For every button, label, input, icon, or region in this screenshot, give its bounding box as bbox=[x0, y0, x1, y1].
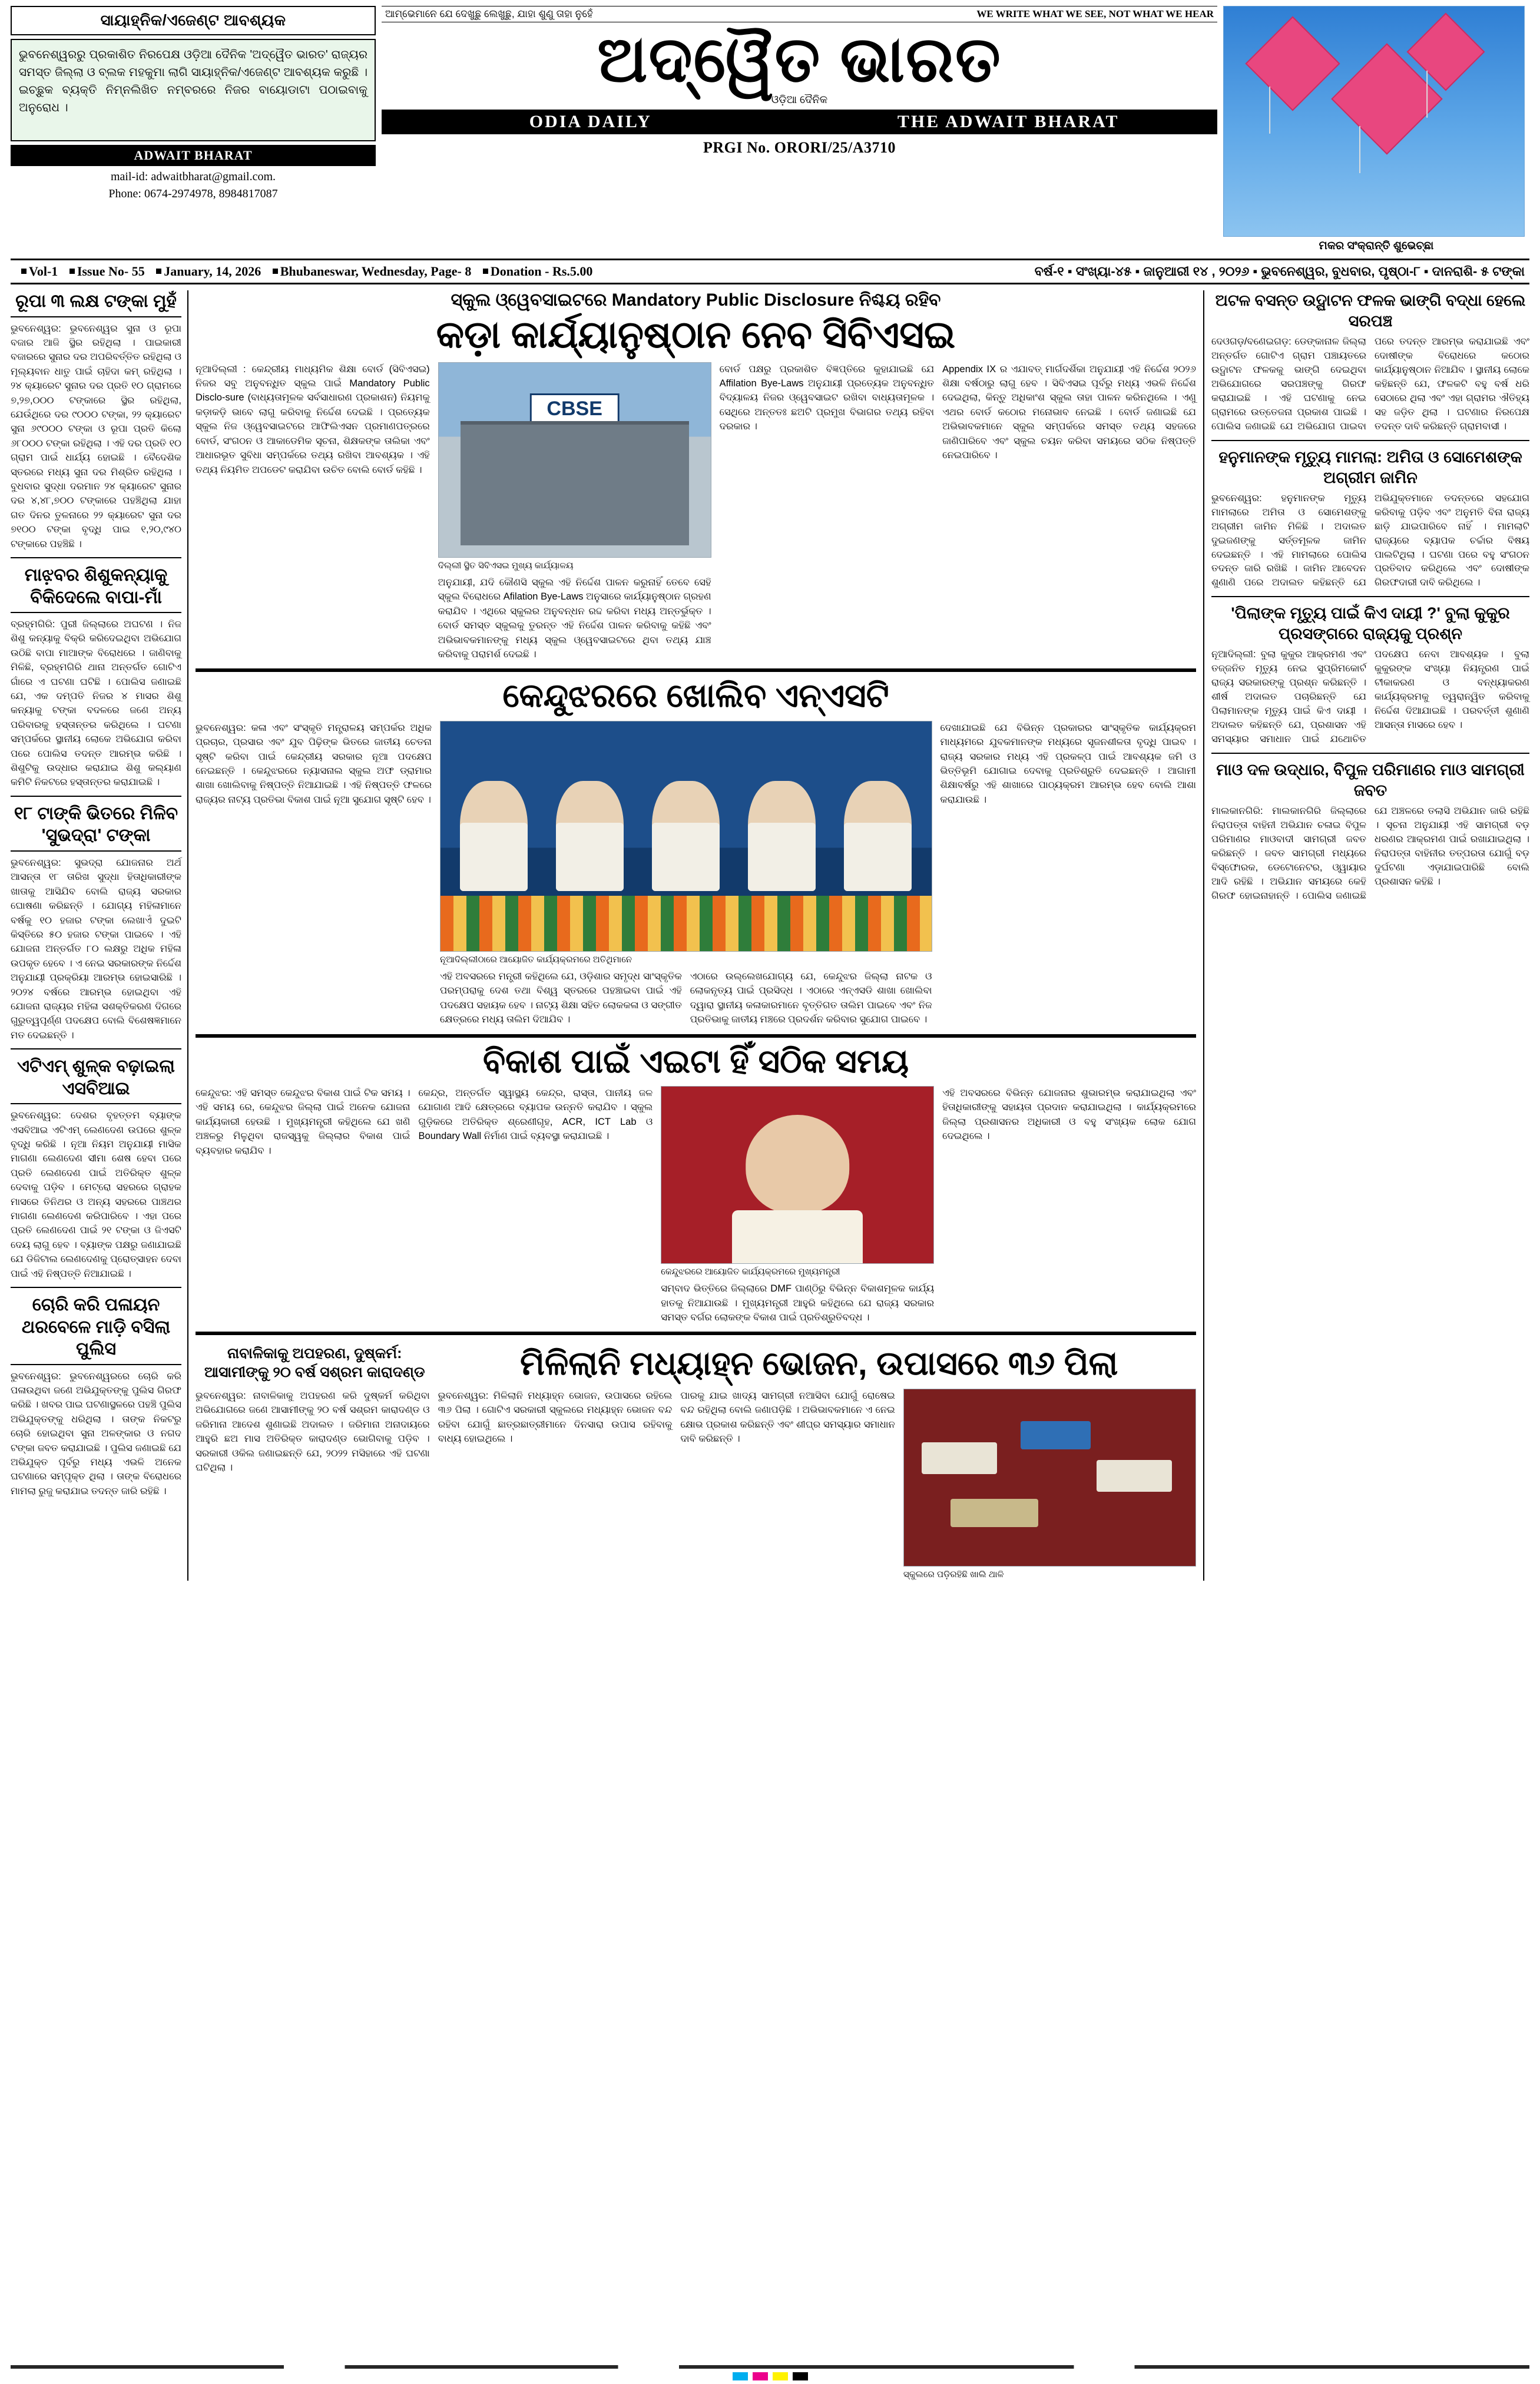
motto-odia: ଆମ୍ଭେମାନେ ଯେ ଦେଖୁଛୁ ଲେଖୁଛୁ, ଯାହା ଶୁଣୁ ତାହା ନୁହେଁ bbox=[385, 8, 593, 19]
black-mark bbox=[793, 2372, 808, 2380]
masthead-center bbox=[376, 6, 1223, 253]
story-body: ଭୁବନେଶ୍ୱର: ଦେଶର ବୃହତ୍ତମ ବ୍ୟାଙ୍କ ଏସବିଆଇ ଏଟିଏମ୍ ଲେଣଦେଣ ଉପରେ ଶୁଳ୍କ ବୃଦ୍ଧି କରିଛି । ନୂଆ ନିୟମ ଅନୁଯାୟୀ ମାସିକ ମାଗଣା ଲେଣଦେଣ ସୀମା ଶେଷ ହେବା ପରେ ପ୍ରତି ଲେଣଦେଣ ପାଇଁ ଅତିରିକ୍ତ ଶୁଳ୍କ ଦେବାକୁ ପଡ଼ିବ । ମେଟ୍ରୋ ସହରରେ ଗ୍ରାହକ ମାସରେ ତିନିଥର ଓ ଅନ୍ୟ ସହରରେ ପାଞ୍ଚଥର ମାଗଣା ଲେଣଦେଣ କରିପାରିବେ । ଏହା ପରେ ପ୍ରତି ଲେଣଦେଣ ପାଇଁ ୨୧ ଟଙ୍କା ଓ ଜିଏସଟି ଦେୟ ଲାଗୁ ହେବ । ବ୍ୟାଙ୍କ ପକ୍ଷରୁ ଜଣାଯାଇଛି ଯେ ଡିଜିଟାଲ ଲେଣଦେଣକୁ ପ୍ରୋତ୍ସାହନ ଦେବା ପାଇଁ ଏହି ନିଷ୍ପତ୍ତି ନିଆଯାଇଛି । bbox=[11, 1110, 181, 1279]
right-story-1 bbox=[1211, 290, 1529, 434]
masthead bbox=[11, 0, 1529, 253]
nsd-photo-caption: ନୂଆଦିଲ୍ଲୀଠାରେ ଆୟୋଜିତ କାର୍ଯ୍ୟକ୍ରମରେ ଅତିଥିମାନେ bbox=[440, 954, 632, 965]
dev-col-2: କେନ୍ଦ୍ର, ଅନ୍ତର୍ଗତ ସ୍ୱାସ୍ଥ୍ୟ କେନ୍ଦ୍ର, ରାସ୍ତା, ପାନୀୟ ଜଳ ଯୋଗାଣ ଆଦି କ୍ଷେତ୍ରରେ ବ୍ୟାପକ ଉନ୍ନତି କରାଯିବ । ସ୍କୁଲ ଗୁଡ଼ିକରେ ଅତିରିକ୍ତ ଶ୍ରେଣୀଗୃହ, ACR, ICT Lab ଓ Boundary Wall ନିର୍ମାଣ ପାଇଁ ବ୍ୟବସ୍ଥା କରାଯାଇଛି । bbox=[418, 1088, 653, 1142]
midday-headline: ମିଳିଲାନି ମଧ୍ୟାହ୍ନ ଭୋଜନ, ଉପାସରେ ୩୬ ପିଲା bbox=[520, 1345, 1118, 1382]
motto-english: WE WRITE WHAT WE SEE, NOT WHAT WE HEAR bbox=[976, 8, 1214, 19]
left-story-4 bbox=[11, 1055, 181, 1281]
story-headline: 'ପିଲାଙ୍କ ମୃତ୍ୟୁ ପାଇଁ କିଏ ଦାୟୀ ?' ବୁଲା କୁକୁର ପ୍ରସଙ୍ଗରେ ରାଜ୍ୟକୁ ପ୍ରଶ୍ନ bbox=[1231, 604, 1510, 643]
nsd-photo-wrap bbox=[440, 721, 932, 1027]
story-headline: ୧୮ ଟାଙ୍କି ଭିତରେ ମିଳିବ 'ସୁଭଦ୍ରା' ଟଙ୍କା bbox=[11, 803, 181, 852]
story-body: ଭୁବନେଶ୍ୱର: ସୁଭଦ୍ରା ଯୋଜନାର ଅର୍ଥ ଆସନ୍ତା ୧୮ ତାରିଖ ସୁଦ୍ଧା ହିତାଧିକାରୀଙ୍କ ଖାତାକୁ ଆସିଯିବ ବୋଲି ରାଜ୍ୟ ସରକାର ଘୋଷଣା କରିଛନ୍ତି । ଯୋଗ୍ୟ ମହିଳାମାନେ ବର୍ଷକୁ ୧୦ ହଜାର ଟଙ୍କା ଲେଖାଏଁ ଦୁଇଟି କିସ୍ତିରେ ୫୦ ହଜାର ଟଙ୍କା ପାଇବେ । ଏହି ଯୋଜନା ଅନ୍ତର୍ଗତ ୮୦ ଲକ୍ଷରୁ ଅଧିକ ମହିଳା ଉପକୃତ ହେବେ । ଏ ନେଇ ସରକାରଙ୍କ ନିର୍ଦ୍ଦେଶ ଅନୁଯାୟୀ ପ୍ରକ୍ରିୟା ଆରମ୍ଭ ହୋଇସାରିଛି । ୨୦୨୪ ବର୍ଷରେ ଆରମ୍ଭ ହୋଇଥିବା ଏହି ଯୋଜନା ରାଜ୍ୟର ମହିଳା ସଶକ୍ତିକରଣ ଦିଗରେ ଗୁରୁତ୍ୱପୂର୍ଣ୍ଣ ପଦକ୍ଷେପ ବୋଲି ବିଶେଷଜ୍ଞମାନେ ମତ ଦେଇଛନ୍ତି । bbox=[11, 857, 181, 1041]
paper-name-en: ADWAIT BHARAT bbox=[11, 145, 376, 166]
cmyk-marks bbox=[11, 2372, 1529, 2380]
story-body: ଭୁବନେଶ୍ୱର: ହନୁମାନଙ୍କ ମୃତ୍ୟୁ ମାମଲାରେ ଅମିତା ଓ ସୋମେଶଙ୍କୁ ଅଗ୍ରୀମ ଜାମିନ ମିଳିଛି । ଅଦାଲତ ଦୁଇଜଣଙ୍କୁ ସର୍ତ୍ତମୂଳକ ଜାମିନ ଦେଇଛନ୍ତି । ଏହି ମାମଲାରେ ପୋଲିସ ତଦନ୍ତ ଜାରି ରଖିଛି । ଜାମିନ ଆବେଦନ ଶୁଣାଣି ପରେ ଅଦାଲତ କହିଛନ୍ତି ଯେ ଅଭିଯୁକ୍ତମାନେ ତଦନ୍ତରେ ସହଯୋଗ କରିବାକୁ ପଡ଼ିବ ଏବଂ ଅନୁମତି ବିନା ରାଜ୍ୟ ଛାଡ଼ି ଯାଇପାରିବେ ନାହିଁ । ମାମଲାଟି ରାଜ୍ୟରେ ବ୍ୟାପକ ଚର୍ଚ୍ଚାର ବିଷୟ ପାଲଟିଥିଲା । ଘଟଣା ପରେ ବହୁ ସଂଗଠନ ପ୍ରତିବାଦ କରିଥିଲେ ଏବଂ ଦୋଷୀଙ୍କ ଗିରଫଦାରୀ ଦାବି କରିଥିଲେ । bbox=[1211, 492, 1529, 588]
lead-col-1: ନୂଆଦିଲ୍ଲୀ : କେନ୍ଦ୍ରୀୟ ମାଧ୍ୟମିକ ଶିକ୍ଷା ବୋର୍ଡ (ସିବିଏସଇ) ନିଜର ସବୁ ଅନୁବନ୍ଧିତ ସ୍କୁଲ ପାଇଁ Mandatory Public Disclo-sure (ବାଧ୍ୟତାମୂଳକ ସର୍ବସାଧାରଣ ପ୍ରକାଶନ) ନିୟମକୁ କଡ଼ାକଡ଼ି ଭାବେ ଲାଗୁ କରିବାକୁ ନିର୍ଦ୍ଦେଶ ଦେଇଛି । ପ୍ରତ୍ୟେକ ସ୍କୁଲ ନିଜ ଓ୍ୱେବସାଇଟରେ ଆଫିଲିଏସନ ପ୍ରମାଣପତ୍ରରେ ବୋର୍ଡ, ସଂଗଠନ ଓ ଆକାଡେମିକ ସୂଚନା, ଶିକ୍ଷକଙ୍କ ତାଲିକା ଏବଂ ଆଧାରଭୂତ ସୁବିଧା ସମ୍ପର୍କରେ ତଥ୍ୟ ରଖିବା ଆବଶ୍ୟକ । ଏହି ତଥ୍ୟ ନିୟମିତ ଅପଡେଟ କରାଯିବା ଉଚିତ ବୋଲି ବୋର୍ଡ କହିଛି । bbox=[196, 363, 430, 475]
midday-photo-wrap bbox=[903, 1389, 1196, 1581]
kite-icon bbox=[1245, 16, 1340, 111]
right-story-3 bbox=[1211, 603, 1529, 747]
issue-info-left bbox=[15, 264, 595, 279]
right-story-2 bbox=[1211, 447, 1529, 591]
band-right: THE ADWAIT BHARAT bbox=[897, 112, 1120, 132]
issue-info-bar bbox=[11, 259, 1529, 284]
midday-col-1: ଭୁବନେଶ୍ୱର: ମିଳିଲାନି ମଧ୍ୟାହ୍ନ ଭୋଜନ, ଉପାସରେ ରହିଲେ ୩୬ ପିଲା । ଗୋଟିଏ ସରକାରୀ ସ୍କୁଲରେ ମଧ୍ୟାହ୍ନ ଭୋଜନ ବନ୍ଦ ରହିବା ଯୋଗୁଁ ଛାତ୍ରଛାତ୍ରୀମାନେ ଦିନସାରା ଉପାସ ରହିବାକୁ ବାଧ୍ୟ ହୋଇଥିଲେ । bbox=[438, 1390, 673, 1445]
nsd-story bbox=[196, 677, 1196, 1027]
chief-minister-photo bbox=[661, 1086, 934, 1264]
story-headline: ଚୋରି କରି ପଳାୟନ ଥରବେଳେ ମାଡି଼ ବସିଲା ପୁଲିସ bbox=[11, 1294, 181, 1365]
left-story-5 bbox=[11, 1294, 181, 1498]
development-story bbox=[196, 1042, 1196, 1325]
agent-wanted-box: ସାୟାହ୍ନିକ/ଏଜେଣ୍ଟ ଆବଶ୍ୟକ bbox=[11, 6, 376, 35]
lead-col-3: ବୋର୍ଡ ପକ୍ଷରୁ ପ୍ରକାଶିତ ବିଜ୍ଞପ୍ତିରେ କୁହାଯାଇଛି ଯେ Affilation Bye-Laws ଅନୁଯାୟୀ ପ୍ରତ୍ୟେକ ଅନୁବନ୍ଧିତ ବିଦ୍ୟାଳୟ ନିଜର ଓ୍ୱେବସାଇଟ ରଖିବା ବାଧ୍ୟତାମୂଳକ । ସେଥିରେ ଅନ୍ତତଃ ଛଅଟି ପ୍ରମୁଖ ବିଭାଗର ତଥ୍ୟ ରହିବା ଦରକାର । bbox=[719, 363, 935, 432]
story-headline: ମାଓ ଦଳ ଉଦ୍ଧାର, ବିପୁଳ ପରିମାଣର ମାଓ ସାମଗ୍ରୀ ଜବତ bbox=[1216, 760, 1525, 800]
content-grid bbox=[11, 290, 1529, 1581]
story-body: ମାଲକାନଗିରି: ମାଲକାନଗିରି ଜିଲ୍ଲାରେ ନିରାପତ୍ତା ବାହିନୀ ଅଭିଯାନ ଚଳାଇ ବିପୁଳ ପରିମାଣର ମାଓବାଦୀ ସାମଗ୍ରୀ ଜବତ କରିଛନ୍ତି । ଜବତ ସାମଗ୍ରୀ ମଧ୍ୟରେ ବିସ୍ଫୋରକ, ଡେଟୋନେଟର, ଓ୍ୱାୟାର ଆଦି ରହିଛି । ଅଭିଯାନ ସମୟରେ କେହି ଗିରଫ ହୋଇନାହାନ୍ତି । ପୋଲିସ ଜଣାଇଛି ଯେ ଅଞ୍ଚଳରେ ତଲାସି ଅଭିଯାନ ଜାରି ରହିଛି । ସୂଚନା ଅନୁଯାୟୀ ଏହି ସାମଗ୍ରୀ ବଡ଼ ଧରଣର ଆକ୍ରମଣ ପାଇଁ ରଖାଯାଇଥିଲା । ନିରାପତ୍ତା ବାହିନୀର ତତ୍ପରତା ଯୋଗୁଁ ବଡ଼ ଦୁର୍ଘଟଣା ଏଡ଼ାଯାଇପାରିଛି ବୋଲି ପ୍ରଶାସନ କହିଛି । bbox=[1211, 806, 1529, 901]
abduction-body: ଭୁବନେଶ୍ୱର: ନାବାଳିକାକୁ ଅପହରଣ କରି ଦୁଷ୍କର୍ମ କରିଥିବା ଅଭିଯୋଗରେ ଜଣେ ଆସାମୀଙ୍କୁ ୨୦ ବର୍ଷ ସଶ୍ରମ କାରାଦଣ୍ଡ ଓ ଜରିମାନା ଆଦେଶ ଶୁଣାଇଛି ଅଦାଲତ । ଜରିମାନା ଅନାଦାୟରେ ଆହୁରି ଛଅ ମାସ ଅତିରିକ୍ତ କାରାଦଣ୍ଡ ଭୋଗିବାକୁ ପଡ଼ିବ । ସରକାରୀ ଓକିଲ ଜଣାଇଛନ୍ତି ଯେ, ୨୦୨୨ ମସିହାରେ ଏହି ଘଟଣା ଘଟିଥିଲା । bbox=[196, 1390, 430, 1473]
lead-col-2: ଅନୁଯାୟୀ, ଯଦି କୌଣସି ସ୍କୁଲ ଏହି ନିର୍ଦ୍ଦେଶ ପାଳନ କରୁନାହିଁ ତେବେ ସେହି ସ୍କୁଲ ବିରୋଧରେ Afilation Bye-Laws ଅନୁସାରେ କାର୍ଯ୍ୟାନୁଷ୍ଠାନ ଗ୍ରହଣ କରାଯିବ । ଏଥିରେ ସ୍କୁଲର ଅନୁବନ୍ଧନ ରଦ୍ଦ କରିବା ମଧ୍ୟ ଅନ୍ତର୍ଭୁକ୍ତ । ବୋର୍ଡ ସମସ୍ତ ସ୍କୁଲକୁ ତୁରନ୍ତ ଏହି ନିର୍ଦ୍ଦେଶ ପାଳନ କରିବାକୁ କହିଛି ଏବଂ ଅଭିଭାବକମାନଙ୍କୁ ମଧ୍ୟ ସ୍କୁଲ ଓ୍ୱେବସାଇଟରେ ଥିବା ତଥ୍ୟ ଯାଞ୍ଚ କରିବାକୁ ପରାମର୍ଶ ଦେଇଛି । bbox=[438, 577, 711, 660]
lead-photo-caption: ଦିଲ୍ଲୀ ସ୍ଥିତ ସିବିଏସଇ ମୁଖ୍ୟ କାର୍ଯ୍ୟାଳୟ bbox=[438, 560, 574, 571]
prgi-number: PRGI No. ORORI/25/A3710 bbox=[703, 139, 896, 157]
story-body: ବ୍ରହ୍ମଗିରି: ପୁରୀ ଜିଲ୍ଲାରେ ଅଘଟଣ । ନିଜ ଶିଶୁ କନ୍ୟାକୁ ବିକ୍ରି କରିଦେଇଥିବା ଅଭିଯୋଗ ଉଠିଛି ବାପା ମାଆଙ୍କ ବିରୋଧରେ । ଜାଣିବାକୁ ମିଳିଛି, ବ୍ରହ୍ମଗିରି ଥାନା ଅନ୍ତର୍ଗତ ଗୋଟିଏ ଗାଁରେ ଏ ଘଟଣା ଘଟିଛି । ପୋଲିସ ଜଣାଇଛି ଯେ, ଏକ ଦମ୍ପତି ନିଜର ୪ ମାସର ଶିଶୁ କନ୍ୟାକୁ ଟଙ୍କା ବଦଳରେ ଜଣେ ଅନ୍ୟ ପରିବାରକୁ ହସ୍ତାନ୍ତର କରିଥିଲେ । ଘଟଣା ସମ୍ପର୍କରେ ସ୍ଥାନୀୟ ଲୋକେ ଅଭିଯୋଗ କରିବା ପରେ ପୋଲିସ ତଦନ୍ତ ଆରମ୍ଭ କରିଛି । ଶିଶୁଟିକୁ ଉଦ୍ଧାର କରାଯାଇ ଶିଶୁ କଲ୍ୟାଣ କମିଟି ନିକଟରେ ହସ୍ତାନ୍ତର କରାଯାଇଛି । bbox=[11, 619, 181, 788]
story-headline: ଅଟଳ ବସନ୍ତ ଉଦ୍ଘାଟନ ଫଳକ ଭାଙ୍ଗି ବଦ୍ଧା ହେଲେ ସରପଞ୍ଚ bbox=[1215, 292, 1526, 330]
lead-headline: କଡ଼ା କାର୍ଯ୍ୟାନୁଷ୍ଠାନ ନେବ ସିବିଏସଇ bbox=[436, 313, 956, 356]
left-story-2 bbox=[11, 564, 181, 790]
lead-col-4: Appendix IX ର ଏଯାବତ୍ ମାର୍ଗଦର୍ଶିକା ଅନୁଯାୟୀ ଏହି ନିର୍ଦ୍ଦେଶ ୨୦୨୬ ଶିକ୍ଷା ବର୍ଷଠାରୁ ଲାଗୁ ହେବ । ସିବିଏସଇ ପୂର୍ବରୁ ମଧ୍ୟ ଏଭଳି ନିର୍ଦ୍ଦେଶ ଦେଇଥିଲା, କିନ୍ତୁ ଅଧିକାଂଶ ସ୍କୁଲ ତାହା ପାଳନ କରିନଥିଲେ । ଏଣୁ ଏଥର ବୋର୍ଡ କଠୋର ମନୋଭାବ ନେଇଛି । ବୋର୍ଡ ଜଣାଇଛି ଯେ ଅଭିଭାବକମାନେ ସ୍କୁଲ ସମ୍ପର୍କରେ ସମସ୍ତ ତଥ୍ୟ ସହଜରେ ଜାଣିପାରିବେ ଏବଂ ସ୍କୁଲ ଚୟନ କରିବା ସମୟରେ ସଠିକ ନିଷ୍ପତ୍ତି ନେଇପାରିବେ । bbox=[942, 363, 1196, 461]
empty-plates-photo bbox=[903, 1389, 1196, 1567]
lead-kicker: ସ୍କୁଲ ଓ୍ୱେବସାଇଟରେ Mandatory Public Disclosure ନିଶ୍ଚୟ ରହିବ bbox=[451, 290, 941, 310]
nsd-headline: କେନ୍ଦୁଝରରେ ଖୋଲିବ ଏନ୍ଏସଟି bbox=[502, 677, 889, 714]
stage-event-photo bbox=[440, 721, 932, 952]
contact-phone: Phone: 0674-2974978, 8984817087 bbox=[108, 187, 278, 200]
band-left: ODIA DAILY bbox=[529, 112, 652, 132]
nsd-col-1: ଭୁବନେଶ୍ୱର: କଳା ଏବଂ ସଂସ୍କୃତି ମନ୍ତ୍ରାଳୟ ସମ୍ପର୍କର ଅଧିକ ପ୍ରଚାର, ପ୍ରସାର ଏବଂ ଯୁବ ପିଢ଼ିଙ୍କ ଭିତରେ ଜାତୀୟ ଚେତନା ସୃଷ୍ଟି କରିବା ପାଇଁ କେନ୍ଦ୍ରୀୟ ସରକାର ନୂଆ ପଦକ୍ଷେପ ନେଇଛନ୍ତି । କେନ୍ଦୁଝରରେ ନ୍ୟାସନାଲ ସ୍କୁଲ ଅଫ ଡ୍ରାମାର ଶାଖା ଖୋଲିବାକୁ ନିଷ୍ପତ୍ତି ନିଆଯାଇଛି । ଏହି ନିଷ୍ପତ୍ତି ଫଳରେ ରାଜ୍ୟର ନାଟ୍ୟ ପ୍ରତିଭା ବିକାଶ ପାଇଁ ନୂଆ ସୁଯୋଗ ସୃଷ୍ଟି ହେବ । bbox=[196, 722, 432, 805]
right-column bbox=[1204, 290, 1529, 1581]
story-body: ଭୁବନେଶ୍ୱର: ଭୁବନେଶ୍ୱର ସୁନା ଓ ରୂପା ବଜାର ଆଜି ସ୍ଥିର ରହିଥିଲା । ପାଇକାରୀ ବଜାରରେ ସୁନାର ଦର ଅପରିବର୍ତ୍ତିତ ରହିଥିଲା ଓ ମୂଲ୍ୟବାନ ଧାତୁ ପାଇଁ ଚାହିଦା କମ୍ ରହିଥିଲା । ୨୪ କ୍ୟାରେଟ ସୁନାର ଦର ପ୍ରତି ୧୦ ଗ୍ରାମରେ ୭,୨୭,୦୦୦ ଟଙ୍କାରେ ସ୍ଥିର ରହିଥିଲା, ଯେଉଁଥିରେ ଦର ୯୦୦୦ ଟଙ୍କା, ୨୨ କ୍ୟାରେଟ ସୁନା ୬୯୦୦୦ ଟଙ୍କା ଓ ରୂପା ପ୍ରତି କିଲୋ ୬୮୦୦୦ ଟଙ୍କା ରହିଥିଲା । ଏହି ଦର ପ୍ରତି ୧୦ ଗ୍ରାମ ପାଇଁ ଧାର୍ଯ୍ୟ ହୋଇଛି । ବୈଦେଶିକ ସ୍ତରରେ ମଧ୍ୟ ସୁନା ଦର ମିଶ୍ରିତ ରହିଥିଲା । ବୁଧବାର ସୁଦ୍ଧା ଦରମାନ ୨୪ କ୍ୟାରେଟ ସୁନାର ଦର ୪,୪୮,୭୦୦ ଟଙ୍କାରେ ପହଞ୍ଚିଥିଲା ଯାହା ଗତ ଦିନର ତୁଳନାରେ ୨୨ କ୍ୟାରେଟ ସୁନା ଦର ୭୧୦୦ ଟଙ୍କା ବୃଦ୍ଧି ପାଇ ୧,୨୦,୯୪୦ ଟଙ୍କାରେ ପହଞ୍ଚିଛି । bbox=[11, 323, 181, 549]
left-story-3 bbox=[11, 803, 181, 1042]
issue-info-odia: ବର୍ଷ-୧ ▪ ସଂଖ୍ୟା-୪୫ ▪ ଜାନୁଆରୀ ୧୪ , ୨୦୨୬ ▪ ଭୁବନେଶ୍ୱର, ବୁଧବାର, ପୃଷ୍ଠା-୮ ▪ ଦାନରାଶି- ୫ ଟଙ୍କା bbox=[1034, 264, 1525, 279]
nsd-col-2: ଏହି ଅବସରରେ ମନ୍ତ୍ରୀ କହିଥିଲେ ଯେ, ଓଡ଼ିଶାର ସମୃଦ୍ଧ ସାଂସ୍କୃତିକ ପରମ୍ପରାକୁ ଦେଶ ତଥା ବିଶ୍ୱ ସ୍ତରରେ ପହଞ୍ଚାଇବା ପାଇଁ ଏହି ପଦକ୍ଷେପ ସହାୟକ ହେବ । ନାଟ୍ୟ ଶିକ୍ଷା ସହିତ ଲୋକକଳା ଓ ସଙ୍ଗୀତ କ୍ଷେତ୍ରରେ ମଧ୍ୟ ତାଲିମ ଦିଆଯିବ । bbox=[440, 971, 682, 1025]
story-headline: ହନୁମାନଙ୍କ ମୃତ୍ୟୁ ମାମଲା: ଅମିତା ଓ ସୋମେଶଙ୍କ ଅଗ୍ରୀମ ଜାମିନ bbox=[1218, 448, 1522, 486]
cbse-sign: CBSE bbox=[529, 393, 619, 425]
dev-col-3: ସମ୍ବାଦ ଭିତ୍ତିରେ ଜିଲ୍ଲାରେ DMF ପାଣ୍ଠିରୁ ବିଭିନ୍ନ ବିକାଶମୂଳକ କାର୍ଯ୍ୟ ହାତକୁ ନିଆଯାଉଛି । ମୁଖ୍ୟମନ୍ତ୍ରୀ ଆହୁରି କହିଥିଲେ ଯେ ରାଜ୍ୟ ସରକାର ସମସ୍ତ ବର୍ଗର ଲୋକଙ୍କ ବିକାଶ ପାଇଁ ପ୍ରତିଶ୍ରୁତିବଦ୍ଧ । bbox=[661, 1283, 935, 1323]
kite-photo bbox=[1223, 6, 1525, 237]
dev-col-1: କେନ୍ଦୁଝର: ଏହି ସମସ୍ତ କେନ୍ଦୁଝର ବିକାଶ ପାଇଁ ଟିକ ସମୟ । ଏହି ସମୟ ରେ, କେନ୍ଦୁଝର ଜିଲ୍ଲା ପାଇଁ ଅନେକ ଯୋଜନା କାର୍ଯ୍ୟକାରୀ ହେଉଛି । ମୁଖ୍ୟମନ୍ତ୍ରୀ କହିଥିଲେ ଯେ ଖଣି ଅଞ୍ଚଳରୁ ମିଳୁଥିବା ରାଜସ୍ୱକୁ ଜିଲ୍ଲାର ବିକାଶ ପାଇଁ ବ୍ୟବହାର କରାଯିବ । bbox=[196, 1088, 410, 1156]
lead-story bbox=[196, 290, 1196, 661]
yellow-mark bbox=[773, 2372, 788, 2380]
midday-meal-story bbox=[196, 1340, 1196, 1581]
nsd-col-4: ଦେଖାଯାଇଛି ଯେ ବିଭିନ୍ନ ପ୍ରକାରର ସାଂସ୍କୃତିକ କାର୍ଯ୍ୟକ୍ରମ ମାଧ୍ୟମରେ ଯୁବକମାନଙ୍କ ମଧ୍ୟରେ ସୃଜନଶୀଳତା ବୃଦ୍ଧି ପାଇବ । ରାଜ୍ୟ ସରକାର ମଧ୍ୟ ଏହି ପ୍ରକଳ୍ପ ପାଇଁ ଆବଶ୍ୟକ ଜମି ଓ ଭିତ୍ତିଭୂମି ଯୋଗାଇ ଦେବାକୁ ପ୍ରତିଶ୍ରୁତି ଦେଇଛନ୍ତି । ଆଗାମୀ ଶିକ୍ଷାବର୍ଷରୁ ଏହି ଶାଖାରେ ପାଠ୍ୟକ୍ରମ ଆରମ୍ଭ ହେବ ବୋଲି ଆଶା କରାଯାଉଛି । bbox=[940, 722, 1196, 805]
kite-photo-caption: ମକର ସଂକ୍ରାନ୍ତି ଶୁଭେଚ୍ଛା bbox=[1319, 240, 1434, 252]
midday-photo-caption: ସ୍କୁଲରେ ପଡ଼ିରହିଛି ଖାଲି ଥାଳି bbox=[903, 1569, 1004, 1580]
story-headline: ଏଟିଏମ୍ ଶୁଳ୍କ ବଢ଼ାଇଲା ଏସବିଆଇ bbox=[11, 1055, 181, 1104]
story-body: ନୂଆଦିଲ୍ଲୀ: ବୁଲା କୁକୁର ଆକ୍ରମଣ ଏବଂ ତଜ୍ଜନିତ ମୃତ୍ୟୁ ନେଇ ସୁପ୍ରିମକୋର୍ଟ ରାଜ୍ୟ ସରକାରଙ୍କୁ ପ୍ରଶ୍ନ କରିଛନ୍ତି । ଶୀର୍ଷ ଅଦାଲତ ପଚାରିଛନ୍ତି ଯେ ପିଲାମାନଙ୍କ ମୃତ୍ୟୁ ପାଇଁ କିଏ ଦାୟୀ । ଅଦାଲତ କହିଛନ୍ତି ଯେ, ପ୍ରଶାସନ ଏହି ସମସ୍ୟାର ସମାଧାନ ପାଇଁ ଯଥୋଚିତ ପଦକ୍ଷେପ ନେବା ଆବଶ୍ୟକ । ବୁଲା କୁକୁରଙ୍କ ସଂଖ୍ୟା ନିୟନ୍ତ୍ରଣ ପାଇଁ ଟୀକାକରଣ ଓ ବନ୍ଧ୍ୟାକରଣ କାର୍ଯ୍ୟକ୍ରମକୁ ତ୍ୱରାନ୍ୱିତ କରିବାକୁ ନିର୍ଦ୍ଦେଶ ଦିଆଯାଇଛି । ପରବର୍ତ୍ତୀ ଶୁଣାଣି ଆସନ୍ତା ମାସରେ ହେବ । bbox=[1211, 649, 1529, 744]
right-story-4 bbox=[1211, 760, 1529, 903]
issue-price: Donation - Rs.5.00 bbox=[490, 264, 593, 279]
story-headline: ମାଝ଼ବର ଶିଶୁକନ୍ୟାକୁ ବିକିଦେଲେ ବାପା-ମାଁ bbox=[11, 564, 181, 613]
left-story-1 bbox=[11, 290, 181, 551]
story-body: ଦେଓଗଡ଼/ବଣେଇଗଡ଼: ଡେଙ୍କାନାଳ ଜିଲ୍ଲା ଅନ୍ତର୍ଗତ ଗୋଟିଏ ଗ୍ରାମ ପଞ୍ଚାୟତରେ ଉଦ୍ଘାଟନ ଫଳକକୁ ଭାଙ୍ଗି ଦେଇଥିବା ଅଭିଯୋଗରେ ସରପଞ୍ଚଙ୍କୁ ଗିରଫ କରାଯାଇଛି । ଏହି ଘଟଣାକୁ ନେଇ ଗ୍ରାମରେ ଉତ୍ତେଜନା ପ୍ରକାଶ ପାଇଛି । ପୋଲିସ ଜଣାଇଛି ଯେ ଅଭିଯୋଗ ପାଇବା ପରେ ତଦନ୍ତ ଆରମ୍ଭ କରାଯାଇଛି ଏବଂ ଦୋଷୀଙ୍କ ବିରୋଧରେ କଠୋର କାର୍ଯ୍ୟାନୁଷ୍ଠାନ ନିଆଯିବ । ସ୍ଥାନୀୟ ଲୋକେ କହିଛନ୍ତି ଯେ, ଫଳକଟି ବହୁ ବର୍ଷ ଧରି ସେଠାରେ ଥିଲା ଏବଂ ଏହା ଗ୍ରାମର ଐତିହ୍ୟ ସହ ଜଡ଼ିତ ଥିଲା । ଘଟଣାର ନିରପେକ୍ଷ ତଦନ୍ତ ଦାବି କରିଛନ୍ତି ଗ୍ରାମବାସୀ । bbox=[1211, 336, 1529, 432]
masthead-left bbox=[11, 6, 376, 253]
issue-number: Issue No- 55 bbox=[77, 264, 145, 279]
midday-col-2: ପାରକୁ ଯାଇ ଖାଦ୍ୟ ସାମଗ୍ରୀ ନଆସିବା ଯୋଗୁଁ ରୋଷେଇ ବନ୍ଦ ରହିଥିଲା ବୋଲି ଜଣାପଡ଼ିଛି । ଅଭିଭାବକମାନେ ଏ ନେଇ କ୍ଷୋଭ ପ୍ରକାଶ କରିଛନ୍ତି ଏବଂ ଶୀଘ୍ର ସମସ୍ୟାର ସମାଧାନ ଦାବି କରିଛନ୍ତି । bbox=[680, 1390, 895, 1445]
contact-mail: mail-id: adwaitbharat@gmail.com. bbox=[111, 170, 276, 183]
paper-band bbox=[382, 110, 1217, 134]
registration-bars bbox=[11, 2365, 1529, 2369]
dev-photo-caption: କେନ୍ଦୁଝରରେ ଆୟୋଜିତ କାର୍ଯ୍ୟକ୍ରମରେ ମୁଖ୍ୟମନ୍ତ୍ରୀ bbox=[661, 1267, 840, 1277]
contact-block bbox=[11, 166, 376, 203]
issue-date: January, 14, 2026 bbox=[164, 264, 261, 279]
masthead-right bbox=[1223, 6, 1529, 253]
minor-abduction-headline: ନାବାଳିକାକୁ ଅପହରଣ, ଦୁଷ୍କର୍ମ: ଆସାମୀଙ୍କୁ ୨୦ ବର୍ଷ ସଶ୍ରମ କାରାଦଣ୍ଡ bbox=[204, 1345, 425, 1380]
agent-notice-text: ଭୁବନେଶ୍ୱରରୁ ପ୍ରକାଶିତ ନିରପେକ୍ଷ ଓଡ଼ିଆ ଦୈନିକ 'ଅଦ୍ୱୈତ ଭାରତ' ରାଜ୍ୟର ସମସ୍ତ ଜିଲ୍ଲା ଓ ବ୍ଲକ ମହକୁମା ଲାଗି ସାୟାହ୍ନିକ/ଏଜେଣ୍ଟ ଆବଶ୍ୟକ କରୁଛି । ଇଚ୍ଛୁକ ବ୍ୟକ୍ତି ନିମ୍ନଲିଖିତ ନମ୍ବରରେ ନିଜର ବାୟୋଡାଟା ପଠାଇବାକୁ ଅନୁରୋଧ । bbox=[11, 39, 376, 141]
motto-bar bbox=[382, 6, 1217, 22]
magenta-mark bbox=[753, 2372, 768, 2380]
dev-photo-wrap bbox=[661, 1086, 934, 1325]
left-column bbox=[11, 290, 188, 1581]
volume: Vol-1 bbox=[29, 264, 58, 279]
cbse-building-photo bbox=[438, 362, 711, 558]
story-body: ଭୁବନେଶ୍ୱର: ଭୁବନେଶ୍ୱରରେ ଚୋରି କରି ପଳାଉଥିବା ଜଣେ ଅଭିଯୁକ୍ତଙ୍କୁ ପୁଲିସ ଗିରଫ କରିଛି । ଖବର ପାଇ ଘଟଣାସ୍ଥଳରେ ପହଞ୍ଚି ପୁଲିସ ଅଭିଯୁକ୍ତଙ୍କୁ ଧରିଥିଲା । ତାଙ୍କ ନିକଟରୁ ଚୋରି ହୋଇଥିବା ସୁନା ଅଳଙ୍କାର ଓ ନଗଦ ଟଙ୍କା ଜବତ କରାଯାଇଛି । ପୁଲିସ ଜଣାଇଛି ଯେ ଅଭିଯୁକ୍ତ ପୂର୍ବରୁ ମଧ୍ୟ ଏଭଳି ଅନେକ ଘଟଣାରେ ସମ୍ପୃକ୍ତ ଥିଲା । ତାଙ୍କ ବିରୋଧରେ ମାମଲା ରୁଜୁ କରାଯାଇ ତଦନ୍ତ ଜାରି ରହିଛି । bbox=[11, 1370, 181, 1496]
paper-subtitle-odia: ଓଡ଼ିଆ ଦୈନିକ bbox=[771, 94, 828, 106]
lead-photo-wrap bbox=[438, 362, 711, 662]
middle-column bbox=[188, 290, 1204, 1581]
story-headline: ରୂପା ୩ ଲକ୍ଷ ଟଙ୍କା ମୁହଁ bbox=[11, 290, 181, 317]
development-headline: ବିକାଶ ପାଇଁ ଏଇଟା ହିଁ ସଠିକ ସମୟ bbox=[482, 1042, 909, 1080]
cyan-mark bbox=[733, 2372, 748, 2380]
issue-place: Bhubaneswar, Wednesday, Page- 8 bbox=[280, 264, 472, 279]
dev-col-4: ଏହି ଅବସରରେ ବିଭିନ୍ନ ଯୋଜନାର ଶୁଭାରମ୍ଭ କରାଯାଇଥିଲା ଏବଂ ହିତାଧିକାରୀଙ୍କୁ ସହାୟତା ପ୍ରଦାନ କରାଯାଇଥିଲା । କାର୍ଯ୍ୟକ୍ରମରେ ଜିଲ୍ଲା ପ୍ରଶାସନର ଅଧିକାରୀ ଓ ବହୁ ସଂଖ୍ୟକ ଲୋକ ଯୋଗ ଦେଇଥିଲେ । bbox=[942, 1088, 1196, 1142]
nsd-col-3: ଏଠାରେ ଉଲ୍ଲେଖଯୋଗ୍ୟ ଯେ, କେନ୍ଦୁଝର ଜିଲ୍ଲା ନାଟକ ଓ ଲୋକନୃତ୍ୟ ପାଇଁ ପ୍ରସିଦ୍ଧ । ଏଠାରେ ଏନ୍ଏସଡି ଶାଖା ଖୋଲିବା ଦ୍ୱାରା ସ୍ଥାନୀୟ କଳାକାରମାନେ ବୃତ୍ତିଗତ ତାଲିମ ପାଇବେ ଏବଂ ନିଜ ପ୍ରତିଭାକୁ ଜାତୀୟ ମଞ୍ଚରେ ପ୍ରଦର୍ଶନ କରିବାର ସୁଯୋଗ ପାଇବେ । bbox=[690, 971, 932, 1025]
paper-title-odia: ଅଦ୍ୱୈତ ଭାରତ bbox=[597, 24, 1002, 95]
